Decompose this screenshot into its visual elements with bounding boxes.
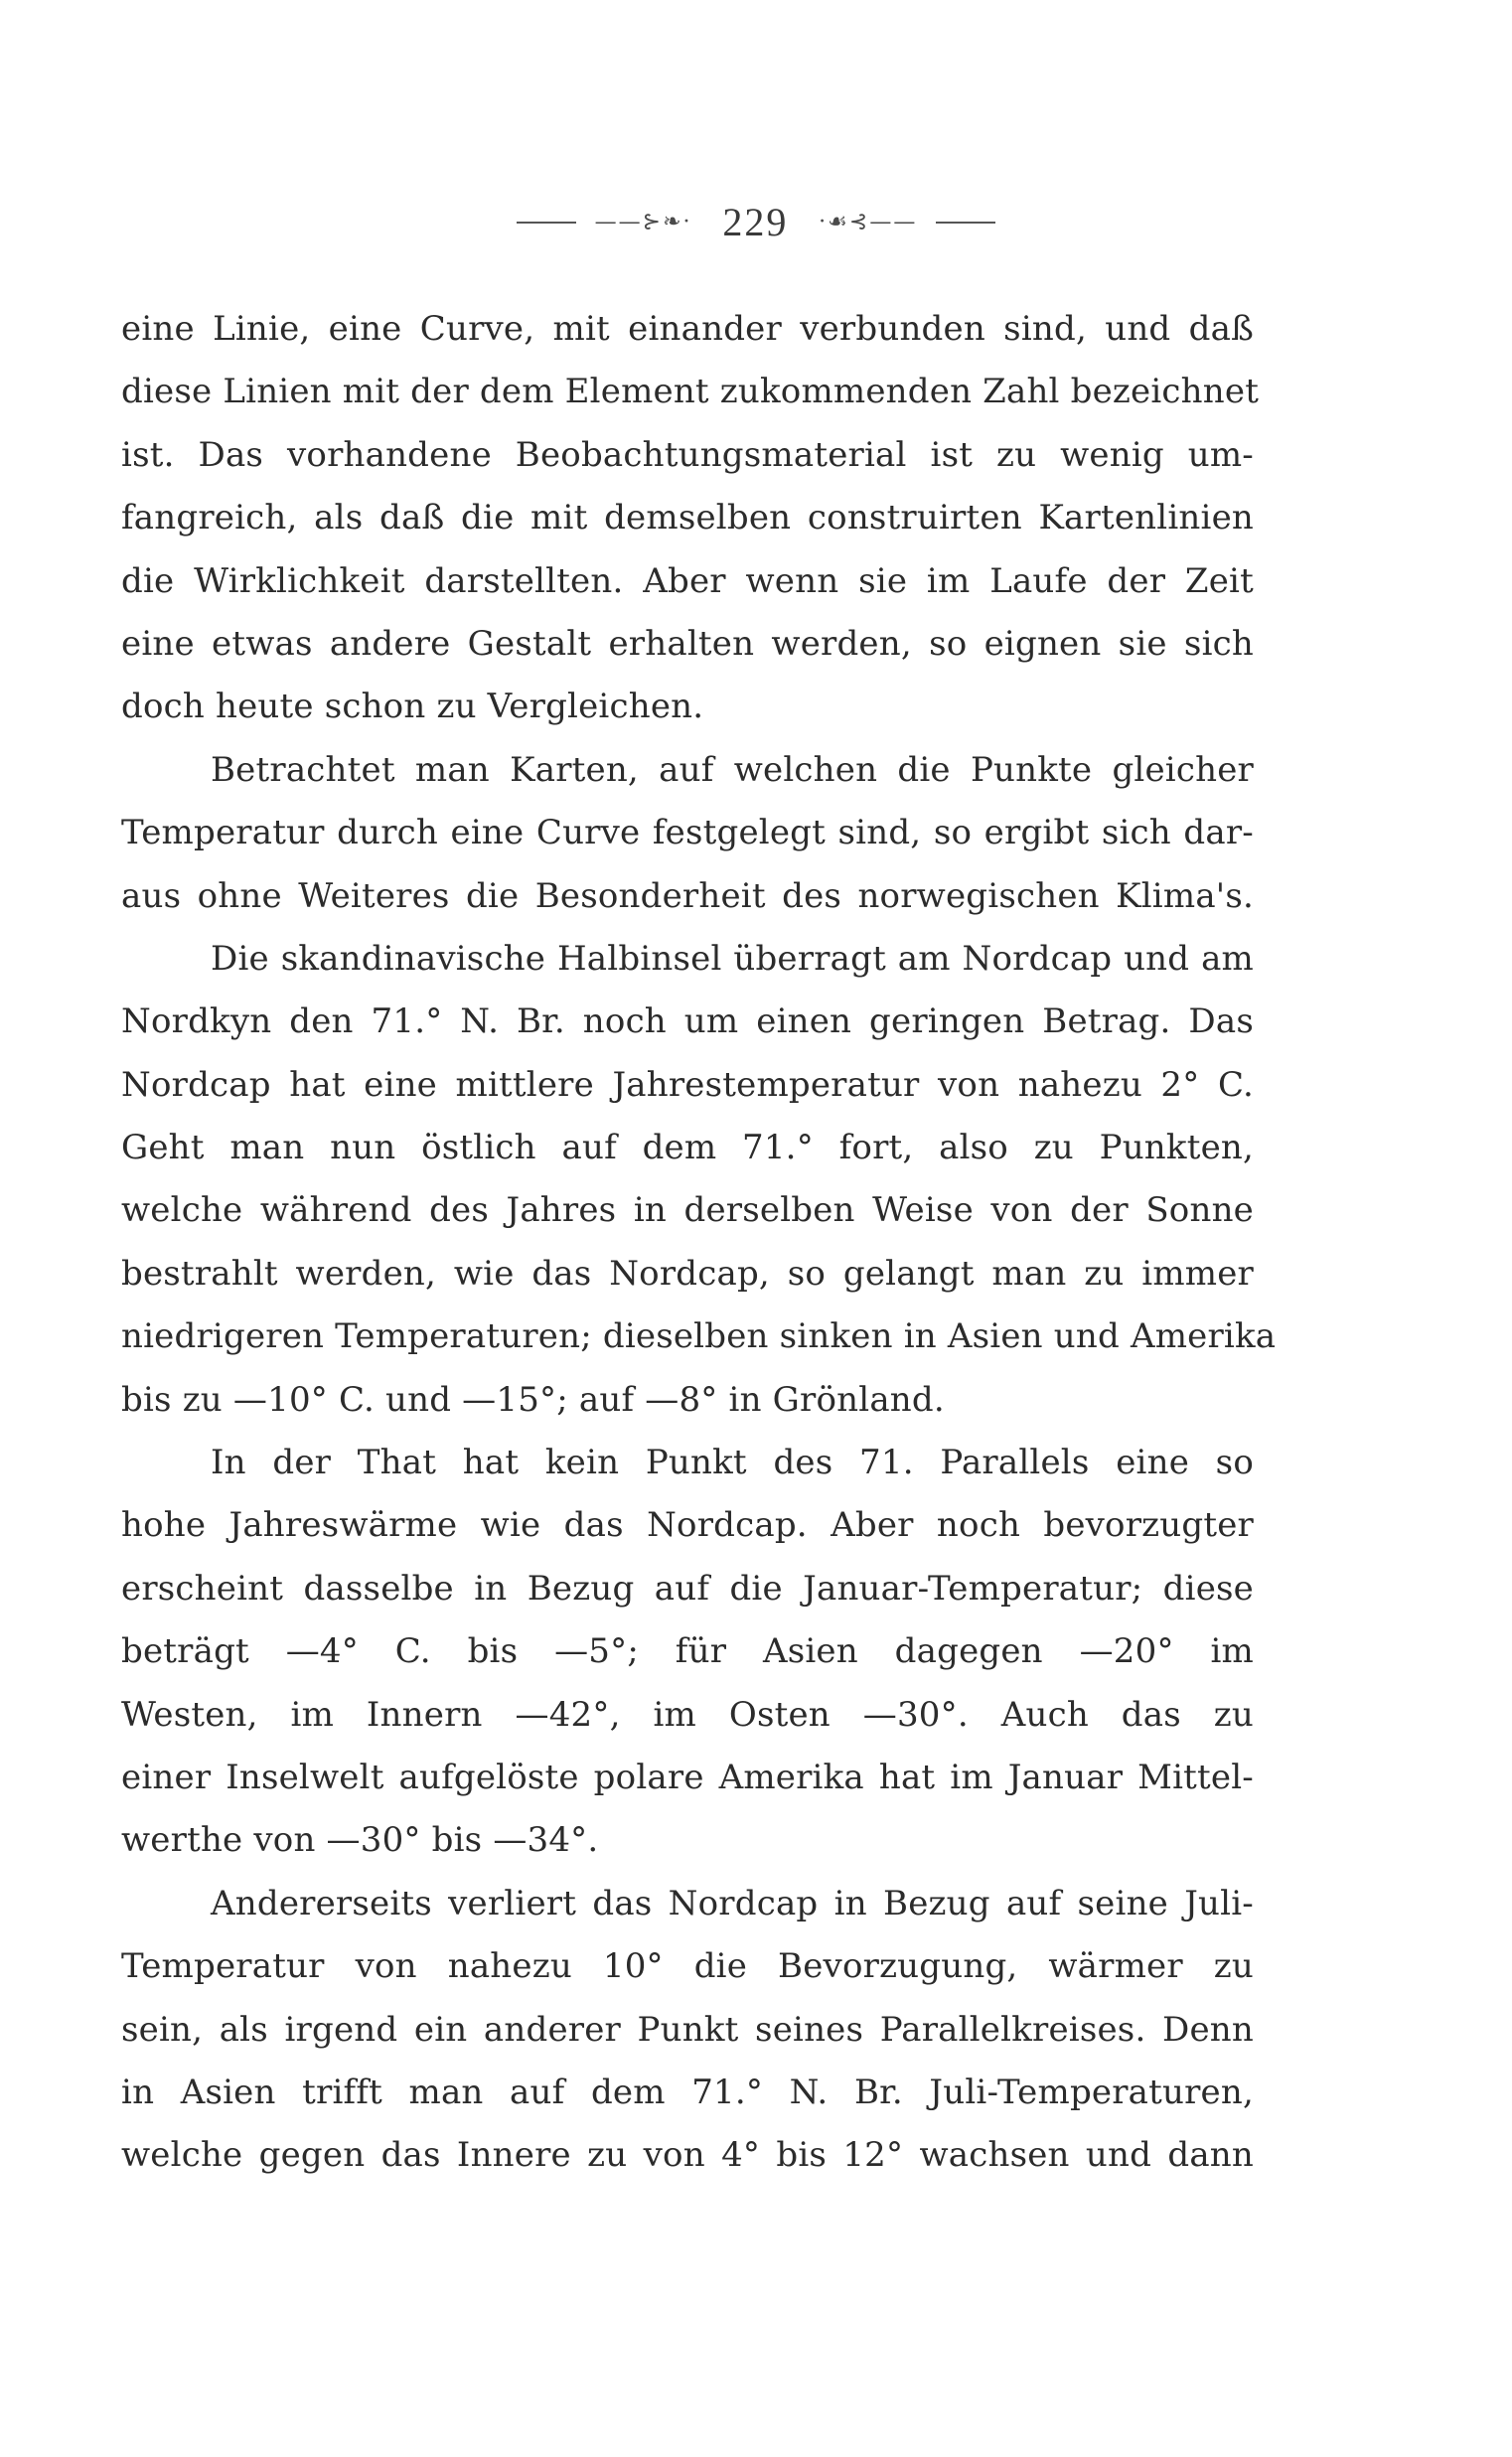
text-line: bis zu —10° C. und —15°; auf —8° in Grönland. [121,1379,945,1420]
text-line: werthe von —30° bis —34°. [121,1820,599,1861]
text-line: Betrachtet man Karten, auf welchen die Punkte gleicher [211,749,1254,790]
text-line: Geht man nun östlich auf dem 71.° fort, also zu Punkten, [121,1128,1254,1168]
text-line: niedrigeren Temperaturen; dieselben sinken in Asien und Amerika [121,1316,1277,1357]
text-line: Nordkyn den 71.° N. Br. noch um einen geringen Betrag. Das [121,1001,1254,1042]
text-line: welche gegen das Innere zu von 4° bis 12° wachsen und dann [121,2135,1254,2176]
text-line: Nordcap hat eine mittlere Jahrestemperatur von nahezu 2° C. [121,1064,1254,1105]
text-line: die Wirklichkeit darstellten. Aber wenn sie im Laufe der Zeit [121,560,1254,601]
header-rule-right [936,222,995,224]
page-header [0,199,1512,245]
text-line: doch heute schon zu Vergleichen. [121,687,704,727]
header-ornament-right: ·☙⊰—— [819,210,918,234]
text-line: Die skandinavische Halbinsel überragt am Nordcap und am [211,938,1254,979]
text-line: Temperatur durch eine Curve festgelegt sind, so ergibt sich dar- [121,813,1254,853]
text-line: aus ohne Weiteres die Besonderheit des norwegischen Klima's. [121,875,1254,916]
text-line: sein, als irgend ein anderer Punkt seines Parallelkreises. Denn [121,2009,1254,2050]
text-line: Westen, im Innern —42°, im Osten —30°. Auch das zu [121,1694,1254,1735]
text-line: erscheint dasselbe in Bezug auf die Januar-Temperatur; diese [121,1568,1254,1609]
text-line: ist. Das vorhandene Beobachtungsmaterial ist zu wenig um- [121,434,1254,475]
text-line: hohe Jahreswärme wie das Nordcap. Aber noch bevorzugter [121,1505,1254,1546]
text-line: in Asien trifft man auf dem 71.° N. Br. Juli-Temperaturen, [121,2072,1254,2112]
text-line: Andererseits verliert das Nordcap in Bezug auf seine Juli- [211,1883,1254,1923]
text-line: eine Linie, eine Curve, mit einander verbunden sind, und daß [121,309,1254,349]
page-number: 229 [722,200,789,244]
text-line: bestrahlt werden, wie das Nordcap, so gelangt man zu immer [121,1253,1254,1294]
text-line: eine etwas andere Gestalt erhalten werden, so eignen sie sich [121,623,1254,664]
body-text [121,298,1277,2188]
header-rule-left [517,222,576,224]
text-line: welche während des Jahres in derselben Weise von der Sonne [121,1190,1254,1231]
text-line: fangreich, als daß die mit demselben construirten Kartenlinien [121,498,1254,538]
header-ornament-left: ——⊱❧· [594,210,692,234]
text-line: einer Inselwelt aufgelöste polare Amerika hat im Januar Mittel- [121,1757,1254,1797]
text-line: beträgt —4° C. bis —5°; für Asien dagegen —20° im [121,1631,1254,1672]
text-line: In der That hat kein Punkt des 71. Parallels eine so [211,1443,1254,1483]
text-line: diese Linien mit der dem Element zukommenden Zahl bezeichnet [121,372,1260,412]
text-line: Temperatur von nahezu 10° die Bevorzugung, wärmer zu [121,1946,1254,1987]
